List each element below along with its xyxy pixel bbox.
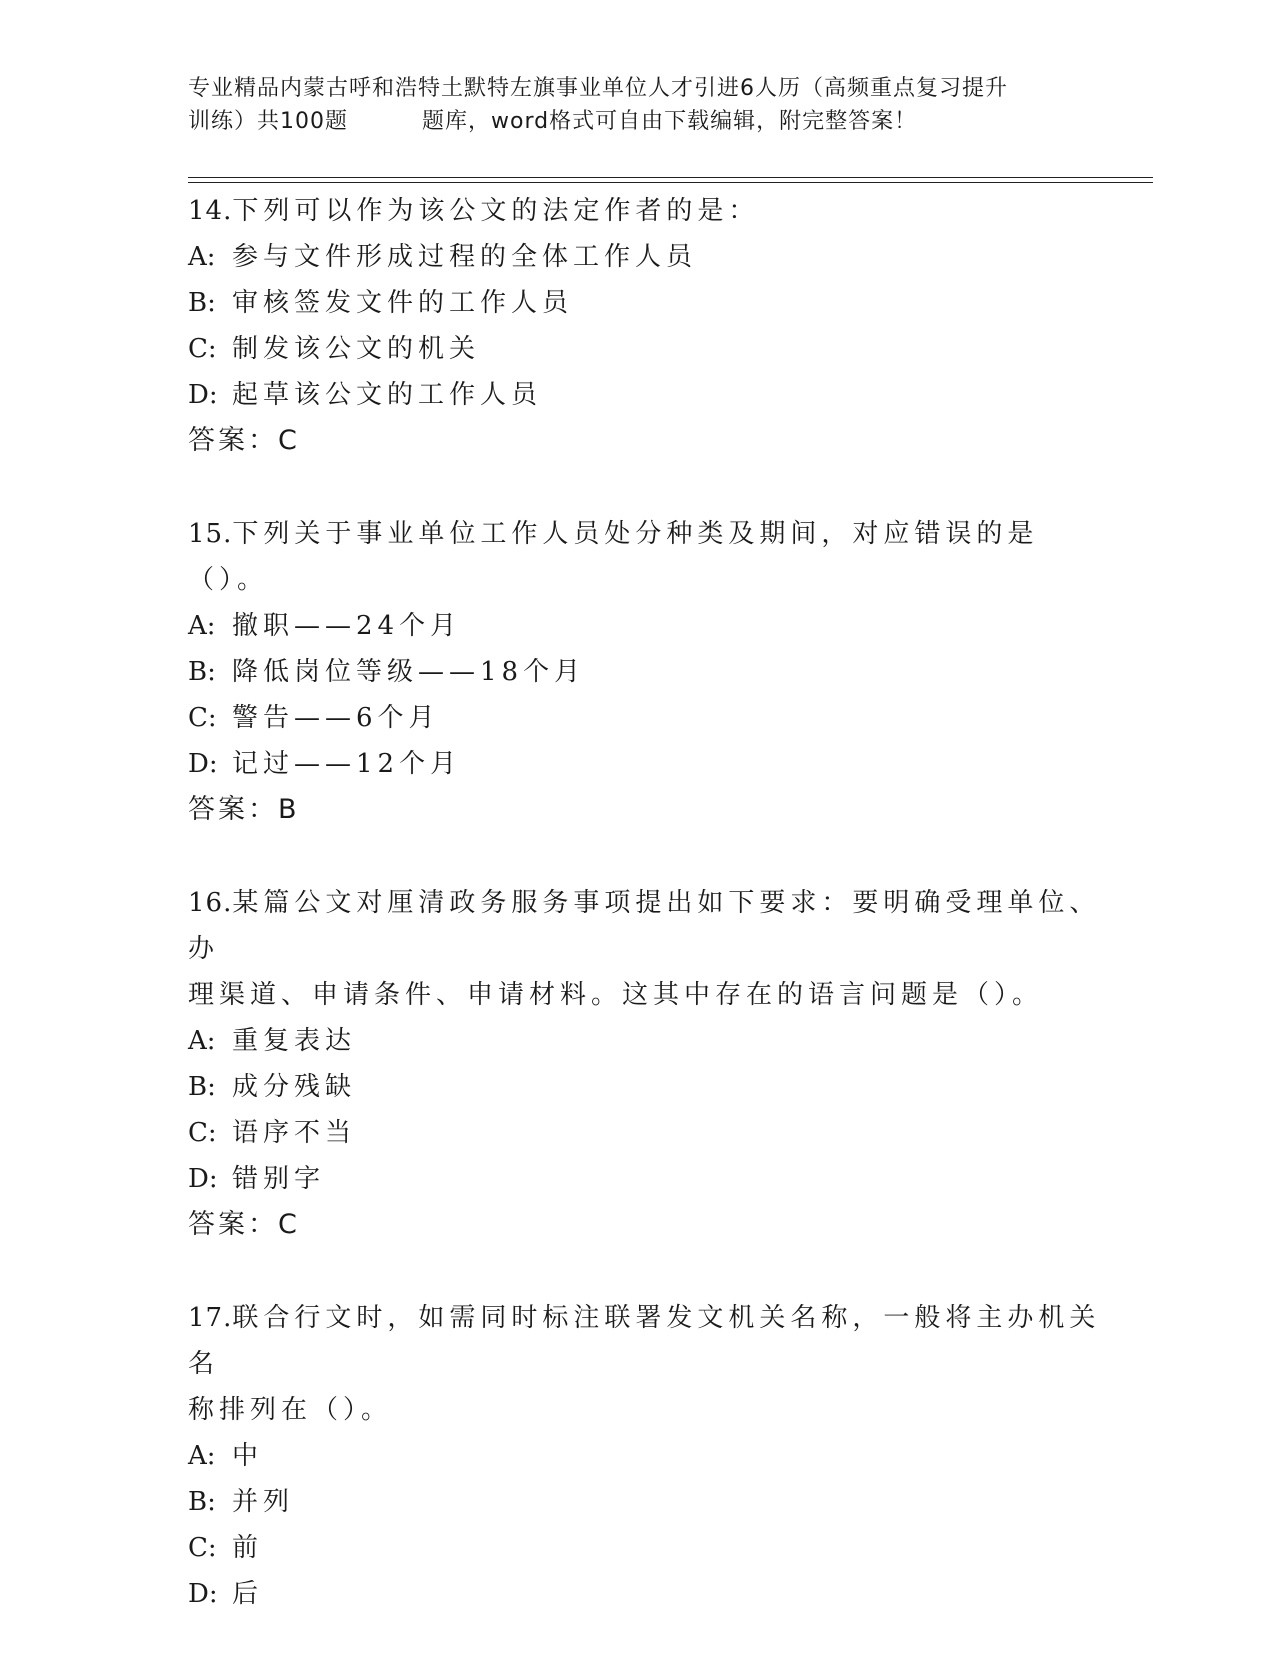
option-key: C:	[188, 1118, 217, 1148]
option-key: D:	[188, 380, 218, 410]
option-text: 中	[232, 1441, 264, 1471]
question-14	[188, 188, 1108, 464]
option-b	[188, 280, 1108, 326]
option-key: A:	[188, 1026, 216, 1056]
option-text: 并列	[232, 1487, 295, 1517]
option-d	[188, 741, 1108, 787]
question-stem-continued: 理渠道、申请条件、申请材料。这其中存在的语言问题是（）。	[188, 980, 1044, 1010]
question-stem-line: 联合行文时，如需同时标注联署发文机关名称，一般将主办机关名	[188, 1303, 1101, 1379]
question-stem	[188, 188, 1108, 234]
option-b	[188, 1064, 1108, 1110]
option-text: 错别字	[232, 1164, 326, 1194]
option-c	[188, 326, 1108, 372]
option-key: B:	[188, 288, 216, 318]
question-16	[188, 880, 1108, 1248]
header-double-rule	[188, 177, 1153, 183]
option-text: 警告——6个月	[232, 703, 440, 733]
option-text: 前	[232, 1533, 264, 1563]
option-key: C:	[188, 703, 217, 733]
option-d	[188, 1156, 1108, 1202]
option-key: A:	[188, 611, 216, 641]
option-a	[188, 234, 1108, 280]
option-d	[188, 372, 1108, 418]
question-15	[188, 511, 1108, 833]
option-key: A:	[188, 242, 216, 272]
option-c	[188, 1110, 1108, 1156]
option-key: D:	[188, 1579, 218, 1609]
option-key: D:	[188, 1164, 218, 1194]
option-text: 降低岗位等级——18个月	[232, 657, 586, 687]
header-title-line-2	[188, 105, 1088, 138]
option-text: 参与文件形成过程的全体工作人员	[232, 242, 698, 272]
question-number: 15.	[188, 519, 233, 549]
question-stem	[188, 511, 1108, 603]
option-a	[188, 1018, 1108, 1064]
header-title-part-2: 题库，word格式可自由下载编辑，附完整答案！	[422, 109, 918, 134]
option-key: B:	[188, 1072, 216, 1102]
answer-line: 答案：B	[188, 794, 300, 825]
option-text: 后	[232, 1579, 264, 1609]
question-number: 16.	[188, 888, 233, 918]
option-key: D:	[188, 749, 218, 779]
question-number: 17.	[188, 1303, 233, 1333]
option-a	[188, 1433, 1108, 1479]
question-stem-line: 某篇公文对厘清政务服务事项提出如下要求：要明确受理单位、办	[188, 888, 1101, 964]
document-header	[188, 72, 1088, 138]
option-text: 记过——12个月	[232, 749, 462, 779]
option-key: B:	[188, 657, 216, 687]
option-text: 重复表达	[232, 1026, 357, 1056]
option-text: 语序不当	[232, 1118, 357, 1148]
question-stem-line: 下列关于事业单位工作人员处分种类及期间，对应错误的是（）。	[188, 519, 1039, 595]
option-b	[188, 1479, 1108, 1525]
option-text: 成分残缺	[232, 1072, 357, 1102]
option-b	[188, 649, 1108, 695]
answer-line: 答案：C	[188, 425, 300, 456]
question-stem-line: 下列可以作为该公文的法定作者的是：	[232, 196, 760, 226]
question-17	[188, 1295, 1108, 1617]
question-number: 14.	[188, 196, 233, 226]
question-stem	[188, 1295, 1108, 1387]
option-key: B:	[188, 1487, 216, 1517]
option-c	[188, 1525, 1108, 1571]
option-d	[188, 1571, 1108, 1617]
question-list	[188, 188, 1108, 1664]
option-a	[188, 603, 1108, 649]
header-title-line-1: 专业精品内蒙古呼和浩特土默特左旗事业单位人才引进6人历（高频重点复习提升	[188, 76, 1008, 101]
question-stem-continued: 称排列在（）。	[188, 1395, 393, 1425]
header-title-part-1: 训练）共100题	[188, 109, 348, 134]
option-key: A:	[188, 1441, 216, 1471]
option-c	[188, 695, 1108, 741]
option-key: C:	[188, 334, 217, 364]
option-text: 审核签发文件的工作人员	[232, 288, 574, 318]
option-text: 撤职——24个月	[232, 611, 462, 641]
option-text: 起草该公文的工作人员	[232, 380, 543, 410]
option-key: C:	[188, 1533, 217, 1563]
option-text: 制发该公文的机关	[232, 334, 481, 364]
answer-line: 答案：C	[188, 1209, 300, 1240]
question-stem	[188, 880, 1108, 972]
